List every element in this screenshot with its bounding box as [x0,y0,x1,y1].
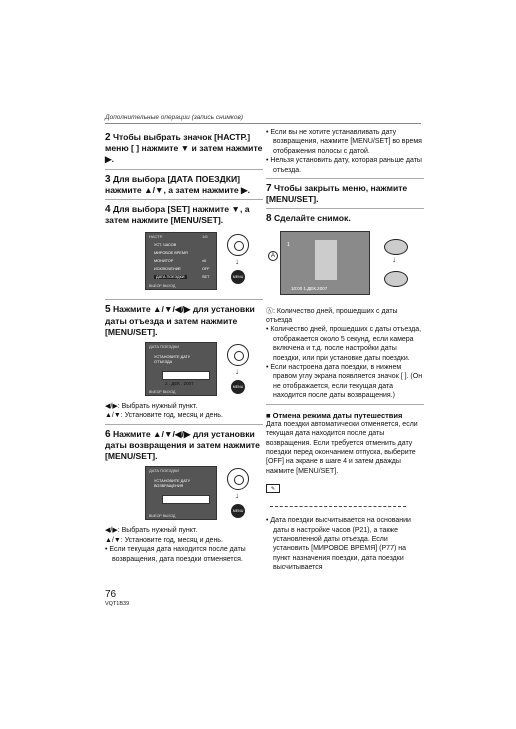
screen-footer: ВЫБОР ВЫХОД [149,514,176,519]
step-text: Чтобы закрыть меню, нажмите [MENU/SET]. [266,183,408,205]
divider [105,169,263,170]
bullet-text: Если текущая дата находится после даты возвращения, дата поездки отменяется. [109,546,246,563]
section-heading: ■ Отмена режима даты путешествия [266,410,403,420]
left-column [105,128,263,564]
date-field [162,371,210,387]
legend-bullet: • Количество дней, прошедших с даты отъезда, отображается около 5 секунд, если камера включена и т.д. после настройки даты поездки, или при установке даты поездки. [266,326,422,362]
screen-label: УСТАНОВИТЕ ДАТУ ВОЗВРАЩЕНИЯ [154,479,191,489]
divider [105,424,263,425]
step-6-note: ▲/▼: Установите год, месяц и день. [105,536,223,544]
page-header: Дополнительные операции (запись снимков) [105,114,244,121]
screen-page: 1/6 [202,234,208,240]
step-5-figure [105,342,263,402]
step-4 [105,204,263,226]
step-number: 3 [105,173,111,185]
date-value: 2 . ДЕК . 2007 [165,381,194,387]
section-body: Дата поездки автоматически отменяется, если текущая дата находится после даты возвращения. Если требуется отменить дату поездки перед окончанием отпуска, выберите [OFF] на экране в шаге 4 и затем дважды нажмите [MENU/SET]. [266,420,418,475]
step-number: 2 [105,132,111,143]
menu-row: МОНИТОР [154,259,174,264]
arrow-down-icon: ↓ [235,491,239,501]
header-rule [105,123,421,124]
step-text: Для выбора [SET] нажмите ▼, а затем нажмите [MENU/SET]. [105,204,250,226]
dpad-icon [227,234,249,256]
note-header [266,480,424,516]
divider [105,299,263,300]
menu-row: ИСКЛЮЧЕНИЕ [154,267,181,272]
divider [105,199,263,200]
bullet-text: Если настроена дата поездки, в нижнем правом углу экрана появляется значок [ ]. (Он не отображается, если текущая дата находится после даты возвращения.) [270,364,423,400]
bullet-text: Дата поездки высчитывается на основании даты в настройке часов (P21), а также установленной даты отъезда. Если установить [МИРОВОЕ ВРЕМЯ] (P77) на пункт назначения поездки, дата поездки высчитывается [270,517,411,572]
step-5-note: ◀/▶: Выбрать нужный пункт. [105,403,198,411]
screen-title: ДАТА ПОЕЗДКИ [149,468,180,474]
shutter-half-icon [384,239,408,255]
dashed-divider [270,506,406,507]
divider [266,208,424,209]
menu-row: УСТ. ЧАСОВ [154,243,177,248]
camera-screen [280,231,370,295]
step-text: Для выбора [ДАТА ПОЕЗДКИ] нажмите ▲/▼, а затем нажмите ▶. [105,173,251,195]
arrow-down-icon: ↓ [235,257,239,267]
menu-set-icon: MENU SET [231,504,245,518]
page-number: 76 [105,589,117,600]
step-number: 4 [105,204,111,216]
step-6 [105,429,263,463]
top-bullet: • Нельзя установить дату, которая раньше даты отъезда. [266,157,422,174]
arrow-down-icon: ↓ [392,254,396,264]
step-6-bullet: • Если текущая дата находится после даты возвращения, дата поездки отменяется. [105,546,246,563]
screen-footer: ВЫБОР ВЫХОД [149,390,176,395]
legend-bullet: • Если настроена дата поездки, в нижнем правом углу экрана появляется значок [ ]. (Он не отображается, если текущая дата находится после даты возвращения.) [266,364,423,400]
step-5-note: ▲/▼: Установите год, месяц и день. [105,412,223,420]
screen-footer: ВЫБОР ВЫХОД [149,284,176,289]
menu-set-icon: MENU SET [231,270,245,284]
departure-screen [145,342,217,396]
arrow-down-icon: ↓ [235,367,239,377]
step-text: Нажмите ▲/▼/◀/▶ для установки даты отъезда и затем нажмите [MENU/SET]. [105,304,255,337]
dpad-icon [227,344,249,366]
step-number: 7 [266,183,272,195]
menu-row-selected: ДАТА ПОЕЗДКИ [156,275,185,280]
right-column [266,128,424,573]
step-5 [105,304,263,338]
screen-label: УСТАНОВИТЕ ДАТУ ОТЪЕЗДА [154,355,191,365]
step-text: Нажмите ▲/▼/◀/▶ для установки даты возвращения и затем нажмите [MENU/SET]. [105,428,260,462]
menu-value: ±0 [202,259,207,264]
date-stamp: 10:00 1.ДЕК.2007 [291,285,328,291]
step-2 [105,132,263,166]
top-bullet: • Если вы не хотите устанавливать дату возвращения, нажмите [MENU/SET] во время отображения полосы с датой. [266,129,422,155]
shutter-full-icon [384,271,408,287]
step-text: Сделайте снимок. [273,213,351,224]
step-4-figure [105,232,263,296]
step-8 [266,213,424,224]
step-7 [266,183,424,205]
bullet-text: Нельзя установить дату, которая раньше даты отъезда. [270,157,422,174]
screen-title: НАСТР. [149,234,163,240]
step-number: 8 [266,213,272,225]
legend-a: Ⓐ: Количество дней, прошедших с даты отъезда [266,307,398,325]
dpad-icon [227,468,249,490]
menu-value: SET [202,275,210,280]
day-count: 1 [287,241,290,248]
step-number: 6 [105,428,111,440]
bullet-text: Если вы не хотите устанавливать дату возвращения, нажмите [MENU/SET] во время отображения полосы с датой. [270,129,422,155]
step-6-note: ◀/▶: Выбрать нужный пункт. [105,527,198,535]
document-code: VQT1B39 [105,601,130,607]
divider [266,178,424,179]
step-3 [105,174,263,196]
note-icon: ✎ [266,484,280,493]
bullet-text: Количество дней, прошедших с даты отъезда, отображается около 5 секунд, если камера включена и т.д. после настройки даты поездки, или при установке даты поездки. [270,326,422,362]
divider [266,404,424,405]
date-field [162,495,210,504]
menu-value: OFF [202,267,210,272]
menu-row: МИРОВОЕ ВРЕМЯ [154,251,188,256]
note-bullet: • Дата поездки высчитывается на основании даты в настройке часов (P21), а также установленной даты отъезда. Если установить [МИРОВОЕ ВРЕМЯ] (P77) на пункт назначения поездки, дата поездки высчитывается [266,517,411,572]
marker-a: A [268,251,278,261]
screen-title: ДАТА ПОЕЗДКИ [149,344,180,350]
menu-set-icon: MENU SET [231,380,245,394]
return-screen [145,466,217,520]
step-8-figure [266,231,424,301]
step-number: 5 [105,304,111,316]
setup-menu-screen [145,232,217,290]
tower-image [315,240,337,280]
step-text: Чтобы выбрать значок [НАСТР.] меню [ ] нажмите ▼ и затем нажмите ▶. [105,132,263,165]
step-6-figure [105,466,263,526]
